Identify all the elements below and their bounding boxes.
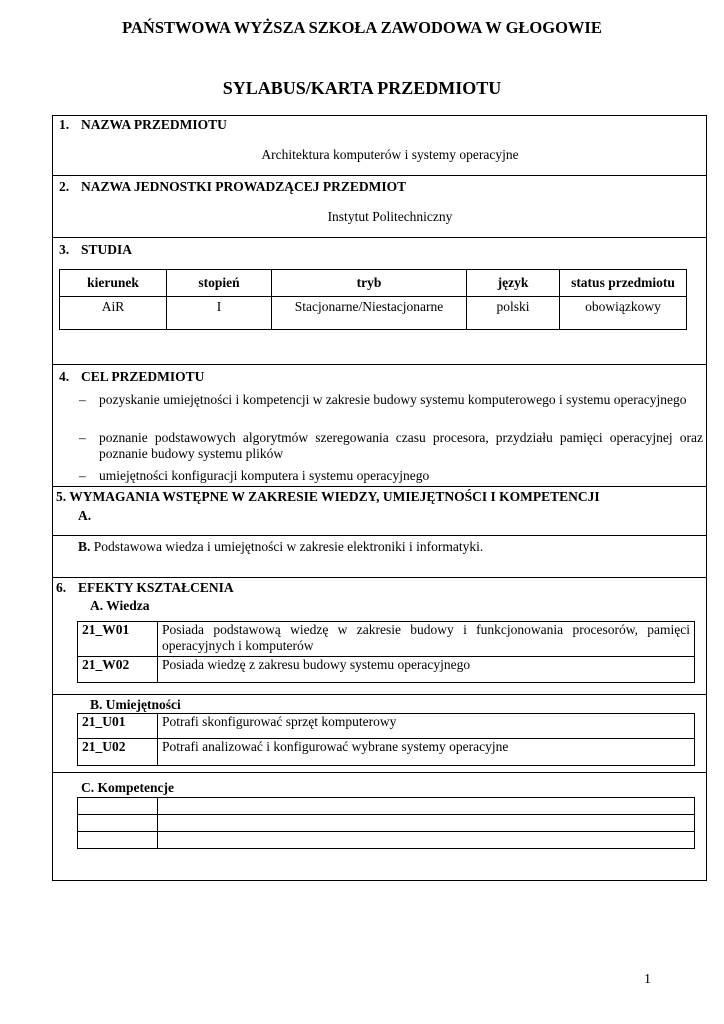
table-header-row (60, 270, 687, 297)
section-divider (52, 237, 707, 238)
document-title: SYLABUS/KARTA PRZEDMIOTU (222, 78, 502, 98)
effect-code: 21_W01 (78, 622, 158, 657)
section-divider (52, 577, 707, 578)
wiedza-label: A. Wiedza (90, 598, 150, 613)
prereq-a-label: A. (78, 508, 92, 523)
header-tryb: tryb (272, 270, 467, 297)
table-row (78, 739, 695, 766)
empty-cell (78, 798, 158, 815)
section-divider (52, 364, 707, 365)
header-kierunek: kierunek (60, 270, 167, 297)
header-stopien: stopień (167, 270, 272, 297)
section-divider (52, 772, 707, 773)
section-divider (52, 694, 707, 695)
header-status: status przedmiotu (560, 270, 687, 297)
effect-text: Posiada podstawową wiedzę w zakresie budowy i funkcjonowania procesorów, pamięci operacyjnych i komputerów (158, 622, 695, 657)
cell-tryb: Stacjonarne/Niestacjonarne (272, 297, 467, 330)
empty-cell (158, 815, 695, 832)
section-1-title: NAZWA PRZEDMIOTU (81, 117, 227, 132)
effect-text: Potrafi skonfigurować sprzęt komputerowy (158, 714, 695, 739)
table-row (78, 657, 695, 683)
list-item (79, 392, 703, 408)
effect-code: 21_U01 (78, 714, 158, 739)
objective-text: pozyskanie umiejętności i kompetencji w zakresie budowy systemu komputerowego i systemu operacyjnego (99, 392, 687, 407)
empty-cell (158, 832, 695, 849)
bullet-dash: – (79, 468, 86, 483)
section-4-number: 4. (59, 369, 70, 384)
table-row (78, 622, 695, 657)
cell-kierunek: AiR (60, 297, 167, 330)
section-divider (52, 486, 707, 487)
umiejetnosci-table (77, 713, 695, 766)
section-2-title: NAZWA JEDNOSTKI PROWADZĄCEJ PRZEDMIOT (81, 179, 407, 194)
prereq-b-text: Podstawowa wiedza i umiejętności w zakresie elektroniki i informatyki. (93, 539, 484, 554)
effect-text: Potrafi analizować i konfigurować wybrane systemy operacyjne (158, 739, 695, 766)
kompetencje-table (77, 797, 695, 849)
section-3-number: 3. (59, 242, 70, 257)
table-row (60, 297, 687, 330)
table-row (78, 798, 695, 815)
umiejetnosci-label: B. Umiejętności (90, 697, 181, 712)
empty-cell (158, 798, 695, 815)
wiedza-table (77, 621, 695, 683)
cell-jezyk: polski (467, 297, 560, 330)
empty-cell (78, 815, 158, 832)
unit-name: Instytut Politechniczny (327, 209, 453, 224)
section-5-title: 5. WYMAGANIA WSTĘPNE W ZAKRESIE WIEDZY, UMIEJĘTNOŚCI I KOMPETENCJI (56, 489, 600, 504)
section-2-number: 2. (59, 179, 70, 194)
page-number: 1 (644, 972, 651, 987)
section-3-title: STUDIA (81, 242, 133, 257)
section-1-number: 1. (59, 117, 70, 132)
empty-cell (78, 832, 158, 849)
section-divider (52, 175, 707, 176)
effect-code: 21_W02 (78, 657, 158, 683)
header-jezyk: język (467, 270, 560, 297)
cell-status: obowiązkowy (560, 297, 687, 330)
effect-text: Posiada wiedzę z zakresu budowy systemu operacyjnego (158, 657, 695, 683)
studies-table (59, 269, 687, 330)
bullet-dash: – (79, 430, 86, 445)
list-item (79, 430, 703, 462)
institution-name: PAŃSTWOWA WYŻSZA SZKOŁA ZAWODOWA W GŁOGOWIE (122, 18, 602, 37)
kompetencje-label: C. Kompetencje (81, 780, 174, 795)
objective-text: umiejętności konfiguracji komputera i systemu operacyjnego (99, 468, 430, 483)
table-row (78, 815, 695, 832)
prereq-b-label: B. (78, 539, 91, 554)
section-divider (52, 535, 707, 536)
bullet-dash: – (79, 392, 86, 407)
list-item (79, 468, 703, 484)
course-name: Architektura komputerów i systemy operacyjne (261, 147, 519, 162)
objective-text: poznanie podstawowych algorytmów szeregowania czasu procesora, przydziału pamięci operacyjnej oraz poznanie budowy systemu plików (99, 430, 703, 461)
table-row (78, 714, 695, 739)
section-4-title: CEL PRZEDMIOTU (81, 369, 205, 384)
cell-stopien: I (167, 297, 272, 330)
table-row (78, 832, 695, 849)
effect-code: 21_U02 (78, 739, 158, 766)
prereq-b (78, 539, 483, 555)
section-6-title: EFEKTY KSZTAŁCENIA (78, 580, 234, 595)
section-6-number: 6. (56, 580, 67, 595)
